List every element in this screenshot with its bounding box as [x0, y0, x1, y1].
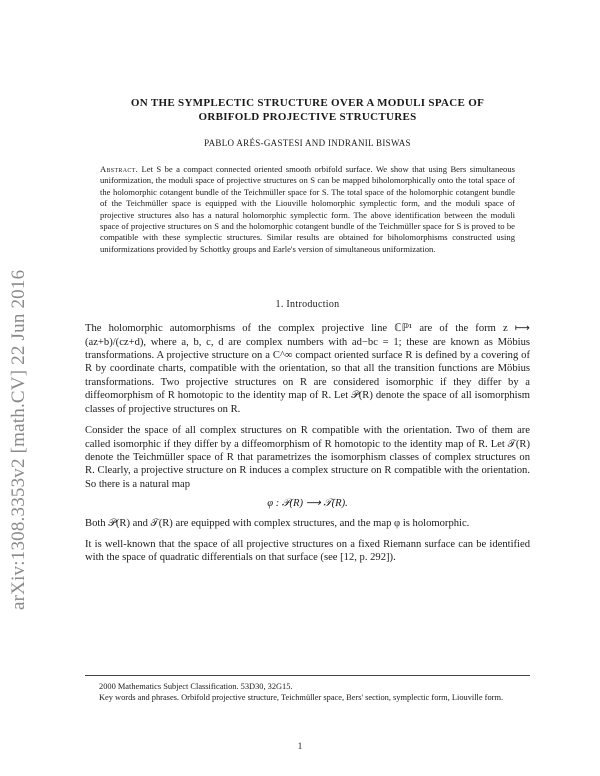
abstract — [100, 164, 515, 255]
paragraph-1: The holomorphic automorphisms of the complex projective line ℂℙ¹ are of the form z ⟼ (az+b)/(cz+d), where a, b, c, d are complex numbers with ad−bc = 1; these are known as Möbius transformations. A projective structure on a C^∞ compact oriented surface R is defined by a covering of R by coordinate charts, compatible with the orientation, so that all the transition functions are Möbius transformations. Two projective structures on R are considered isomorphic if they differ by a diffeomorphism of R homotopic to the identity map of R. Let 𝒫(R) denote the space of all isomorphism classes of projective structures on R. — [85, 323, 530, 415]
paper-page — [85, 96, 530, 573]
footnotes — [85, 675, 530, 703]
paragraph-2: Consider the space of all complex structures on R compatible with the orientation. Two of them are called isomorphic if they differ by a diffeomorphism of R homotopic to the identity map of R. Let 𝒯(R) denote the Teichmüller space of R that parametrizes the isomorphism classes of complex structures on R. Clearly, a projective structure on R induces a complex structure on R compatible with the orientation. So there is a natural map — [85, 425, 530, 490]
title-line-1: ON THE SYMPLECTIC STRUCTURE OVER A MODULI SPACE OF — [130, 97, 485, 109]
footnote-msc: 2000 Mathematics Subject Classification. 53D30, 32G15. — [99, 682, 293, 691]
footnote-keywords: Key words and phrases. Orbifold projective structure, Teichmüller space, Bers' section, symplectic form, Liouville form. — [99, 693, 504, 702]
abstract-text: Let S be a compact connected oriented smooth orbifold surface. We show that using Bers simultaneous uniformization, the moduli space of projective structures on S can be mapped biholomorphically onto the total space of the holomorphic cotangent bundle of the Teichmüller space for S. The total space of the holomorphic cotangent bundle of the Teichmüller space is equipped with the Liouville holomorphic symplectic form, and the moduli space of projective structures also has a natural holomorphic symplectic form. The above identification between the moduli space of projective structures on S and the holomorphic cotangent bundle of the Teichmüller space for S is proved to be compatible with these symplectic structures. Similar results are obtained for biholomorphisms constructed using uniformizations provided by Schottky groups and Earle's version of simultaneous uniformization. — [100, 164, 515, 254]
title-line-2: ORBIFOLD PROJECTIVE STRUCTURES — [198, 111, 417, 123]
authors: PABLO ARÉS-GASTESI AND INDRANIL BISWAS — [204, 138, 411, 148]
abstract-label: Abstract. — [100, 164, 139, 174]
paragraph-3: Both 𝒫(R) and 𝒯(R) are equipped with complex structures, and the map φ is holomorphic. — [85, 517, 470, 529]
arxiv-stamp-text: arXiv:1308.3353v2 [math.CV] 22 Jun 2016 — [8, 269, 29, 610]
display-equation: φ : 𝒫(R) ⟶ 𝒯(R). — [267, 498, 348, 510]
paper-title — [85, 96, 530, 124]
paragraph-4: It is well-known that the space of all projective structures on a fixed Riemann surface can be identified with the space of quadratic differentials on that surface (see [12, p. 292]). — [85, 538, 530, 564]
arxiv-stamp — [8, 180, 30, 610]
body-text — [85, 322, 530, 565]
section-title: 1. Introduction — [275, 299, 340, 311]
page-number: 1 — [297, 741, 303, 751]
